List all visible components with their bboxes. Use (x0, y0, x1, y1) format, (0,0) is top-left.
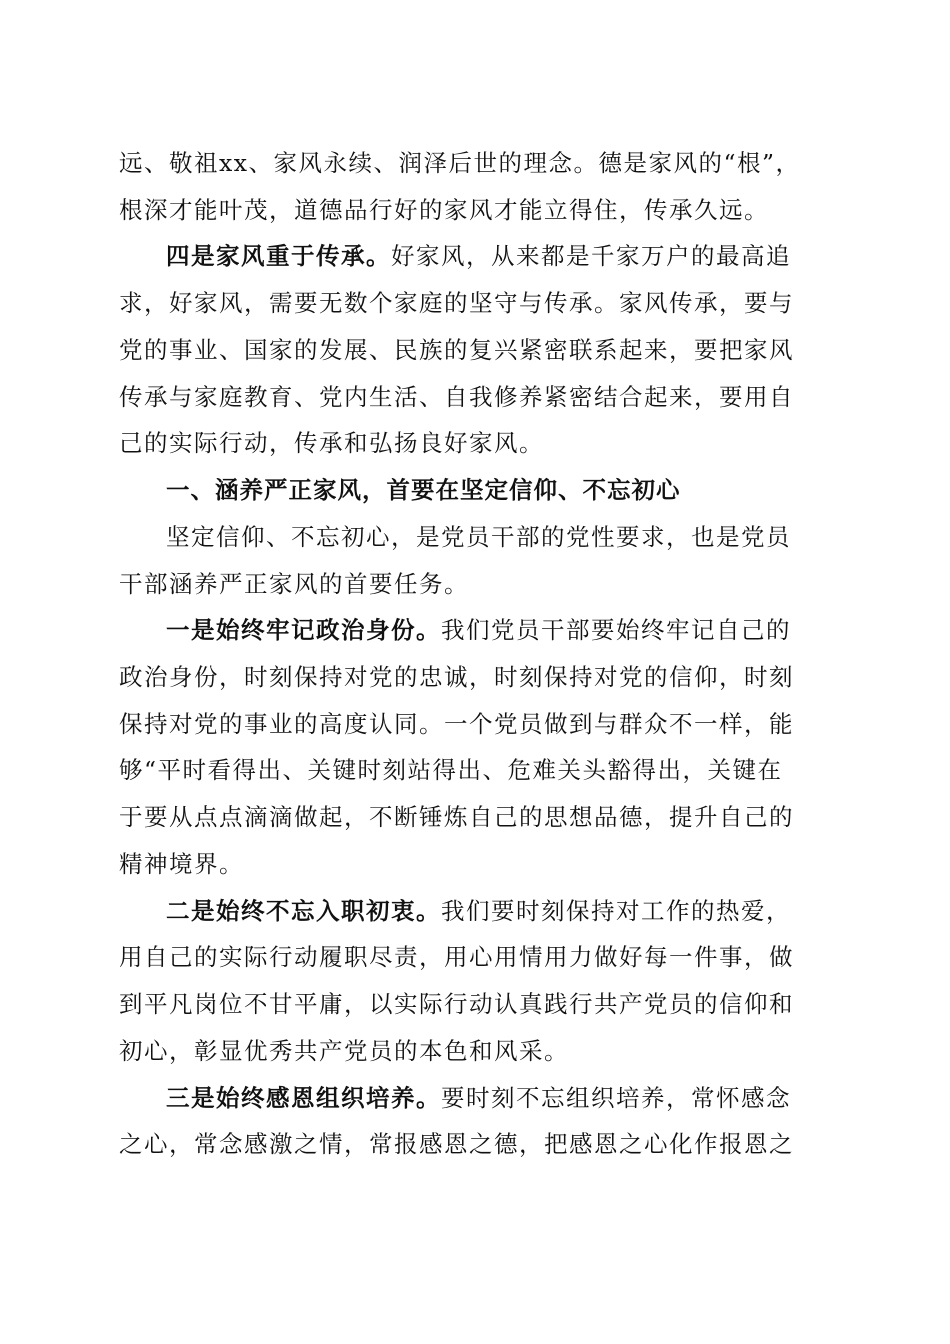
line-text: 我们要时刻保持对工作的热爱， (441, 897, 791, 925)
body-line (119, 1128, 839, 1160)
line-text: 己的实际行动，传承和弘扬良好家风。 (119, 429, 544, 457)
paragraph-first-line (166, 521, 839, 553)
body-line (119, 801, 839, 833)
body-line (119, 194, 839, 226)
line-text: 够“平时看得出、关键时刻站得出、危难关头豁得出，关键在 (119, 756, 783, 784)
body-line (119, 848, 839, 880)
line-text: 到平凡岗位不甘平庸，以实际行动认真践行共产党员的信仰和 (119, 990, 794, 1018)
line-text: 政治身份，时刻保持对党的忠诚，时刻保持对党的信仰，时刻 (119, 663, 794, 691)
body-line (119, 334, 839, 366)
body-line (119, 708, 839, 740)
body-line (119, 427, 839, 459)
line-text: 传承与家庭教育、党内生活、自我修养紧密结合起来，要用自 (119, 383, 794, 411)
paragraph-first-line (166, 895, 839, 927)
paragraph-first-line (166, 614, 839, 646)
paragraph-lead: 一是始终牢记政治身份。 (166, 616, 441, 644)
line-text: 党的事业、国家的发展、民族的复兴紧密联系起来，要把家风 (119, 336, 794, 364)
paragraph-lead: 二是始终不忘入职初衷。 (166, 897, 441, 925)
line-text: 要时刻不忘组织培养，常怀感念 (441, 1084, 791, 1112)
line-text: 干部涵养严正家风的首要任务。 (119, 570, 469, 598)
heading-text: 一、涵养严正家风，首要在坚定信仰、不忘初心 (166, 476, 681, 504)
line-text: 之心，常念感激之情，常报感恩之德，把感恩之心化作报恩之 (119, 1130, 794, 1158)
line-text: 根深才能叶茂，道德品行好的家风才能立得住，传承久远。 (119, 196, 769, 224)
line-text: 精神境界。 (119, 850, 244, 878)
body-line (119, 754, 839, 786)
body-line (119, 988, 839, 1020)
body-line (119, 1035, 839, 1067)
paragraph-first-line (166, 240, 839, 272)
line-text: 坚定信仰、不忘初心，是党员干部的党性要求，也是党员 (166, 523, 791, 551)
section-heading (166, 474, 839, 506)
paragraph-lead: 四是家风重于传承。 (166, 242, 391, 270)
line-text: 求，好家风，需要无数个家庭的坚守与传承。家风传承，要与 (119, 289, 794, 317)
line-text: 远、敬祖xx、家风永续、润泽后世的理念。德是家风的“根”， (119, 149, 801, 177)
body-line (119, 941, 839, 973)
paragraph-first-line (166, 1082, 839, 1114)
body-line (119, 147, 839, 179)
body-line (119, 381, 839, 413)
paragraph-lead: 三是始终感恩组织培养。 (166, 1084, 441, 1112)
body-line (119, 568, 839, 600)
body-line (119, 661, 839, 693)
line-text: 于要从点点滴滴做起，不断锤炼自己的思想品德，提升自己的 (119, 803, 794, 831)
body-line (119, 287, 839, 319)
line-text: 保持对党的事业的高度认同。一个党员做到与群众不一样，能 (119, 710, 794, 738)
line-text: 用自己的实际行动履职尽责，用心用情用力做好每一件事，做 (119, 943, 794, 971)
line-text: 好家风，从来都是千家万户的最高追 (391, 242, 791, 270)
line-text: 初心，彰显优秀共产党员的本色和风采。 (119, 1037, 569, 1065)
line-text: 我们党员干部要始终牢记自己的 (441, 616, 791, 644)
